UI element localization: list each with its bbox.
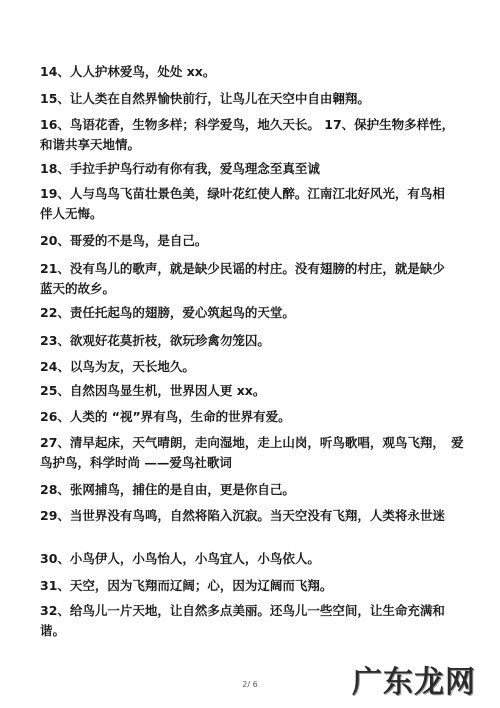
list-item: 29、当世界没有鸟鸣，自然将陷入沉寂。当天空没有飞翔，人类将永世迷 xyxy=(40,508,445,523)
list-item: 22、责任托起鸟的翅膀，爱心筑起鸟的天堂。 xyxy=(40,305,295,320)
list-item: 24、以鸟为友，天长地久。 xyxy=(40,359,195,374)
list-item: 28、张网捕鸟，捕住的是自由，更是你自己。 xyxy=(40,482,295,497)
list-item: 14、人人护林爱鸟，处处 xx。 xyxy=(40,64,216,79)
list-item: 25、自然因鸟显生机，世界因人更 xx。 xyxy=(40,383,266,398)
watermark-logo: 广东龙网 xyxy=(352,665,476,700)
list-item: 15、让人类在自然界愉快前行，让鸟儿在天空中自由翱翔。 xyxy=(40,91,370,106)
list-item: 23、欲观好花莫折枝，欲玩珍禽勿笼囚。 xyxy=(40,333,270,348)
list-item: 20、哥爱的不是鸟，是自己。 xyxy=(40,233,208,248)
page-number: 2/ 6 xyxy=(242,680,258,689)
list-item: 21、没有鸟儿的歌声，就是缺少民谣的村庄。没有翅膀的村庄，就是缺少 蓝天的故乡。 xyxy=(40,261,458,296)
list-item: 16、鸟语花香，生物多样；科学爱鸟，地久天长。 17、保护生物多样性， 和谐共享天地情。 xyxy=(40,117,461,152)
list-item: 19、人与鸟鸟飞苗壮景色美，绿叶花红使人醉。江南江北好风光，有鸟相 伴人无悔。 xyxy=(40,186,458,221)
list-item: 26、人类的 “视”界有鸟，生命的世界有爱。 xyxy=(40,409,291,424)
list-item: 27、清早起床，天气晴朗，走向湿地，走上山岗，听鸟歌唱，观鸟飞翔， 爱鸟护鸟，科学时尚 ——爱鸟社歌词 xyxy=(40,435,464,470)
list-item: 18、手拉手护鸟行动有你有我，爱鸟理念至真至诚 xyxy=(40,161,320,176)
list-item: 31、天空，因为飞翔而辽阔；心，因为辽阔而飞翔。 xyxy=(40,578,333,593)
list-item: 30、小鸟伊人，小鸟怡人，小鸟宜人，小鸟依人。 xyxy=(40,551,320,566)
list-item: 32、给鸟儿一片天地，让自然多点美丽。还鸟儿一些空间，让生命充满和 谐。 xyxy=(40,603,458,638)
